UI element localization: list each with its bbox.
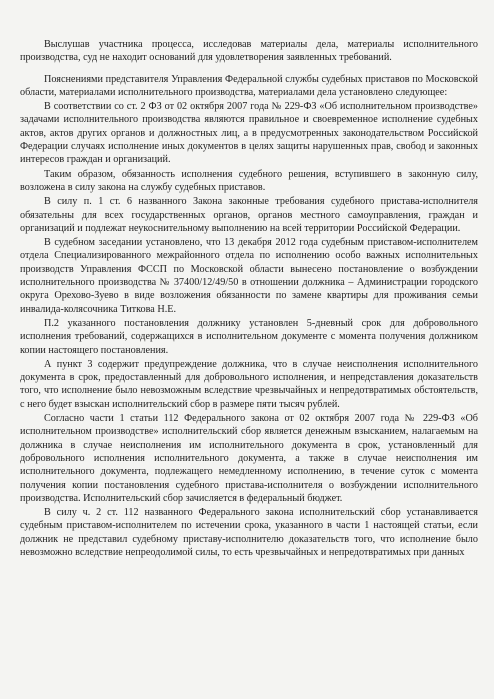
paragraph-article-112-part-1: Согласно части 1 статьи 112 Федерального закона от 02 октября 2007 года № 229-ФЗ «Об исполнительном производстве» исполнительский сбор является денежным взысканием, налагаемым на должника в случае неисполнения им исполнительного документа в срок, установленный для добровольного исполнения исполнительного документа, а также в случае неисполнения им исполнительного документа, подлежащего немедленному исполнению, в течение суток с момента получения копии постановления судебного пристава-исполнителя о возбуждении исполнительного производства. Исполнительский сбор зачисляется в федеральный бюджет. <box>20 413 478 504</box>
paragraph-article-112-part-2: В силу ч. 2 ст. 112 названного Федерального закона исполнительский сбор устанавливается судебным приставом-исполнителем по истечении срока, указанного в части 1 настоящей статьи, если должник не представил судебному приставу-исполнителю доказательств того, что исполнение было невозможно вследствие непреодолимой силы, то есть чрезвычайных и непредотвратимых при данных <box>20 507 478 558</box>
paragraph-article-6: В силу п. 1 ст. 6 названного Закона законные требования судебного пристава-исполнителя обязательны для всех государственных органов, органов местного самоуправления, граждан и организаций и подлежат неукоснительному выполнению на всей территории Российской Федерации. <box>20 196 478 234</box>
paragraph-article-2: В соответствии со ст. 2 ФЗ от 02 октября 2007 года № 229-ФЗ «Об исполнительном производстве» задачами исполнительного производства являются правильное и своевременное исполнение судебных актов, актов других органов и должностных лиц, а в предусмотренных законодательством Российской Федерации случаях исполнение иных документов в целях защиты нарушенных прав, свобод и законных интересов граждан и организаций. <box>20 101 478 166</box>
paragraph-intro: Выслушав участника процесса, исследовав материалы дела, материалы исполнительного производства, суд не находит оснований для удовлетворения заявленных требований. <box>20 39 478 64</box>
paragraph-court-session: В судебном заседании установлено, что 13 декабря 2012 года судебным приставом-исполнителем отдела Специализированного межрайонного отдела по исполнению особо важных исполнительных производств Управления ФССП по Московской области вынесено постановление о возбуждении исполнительного производства № 37400/12/49/50 в отношении должника – Администрации городского округа Орехово-Зуево в виде возложения обязанности по замене квартиры для проживания семьи инвалида-колясочника Титкова Н.Е. <box>20 237 478 315</box>
paragraph-clause-3: А пункт 3 содержит предупреждение должника, что в случае неисполнения исполнительного документа в срок, предоставленный для добровольного исполнения, и непредставления доказательств того, что исполнение было невозможным вследствие чрезвычайных и непредотвратимых обстоятельств, с него будет взыскан исполнительский сбор в размере пяти тысяч рублей. <box>20 358 478 410</box>
paragraph-clause-2: П.2 указанного постановления должнику установлен 5-дневный срок для добровольного исполнения требований, содержащихся в исполнительном документе с момента получения должником копии настоящего постановления. <box>20 317 478 356</box>
paragraph-obligation: Таким образом, обязанность исполнения судебного решения, вступившего в законную силу, возложена в силу закона на службу судебных приставов. <box>20 168 478 193</box>
paragraph-explanations: Пояснениями представителя Управления Федеральной службы судебных приставов по Московской области, материалами исполнительного производства, материалами дела установлено следующее: <box>20 73 478 98</box>
